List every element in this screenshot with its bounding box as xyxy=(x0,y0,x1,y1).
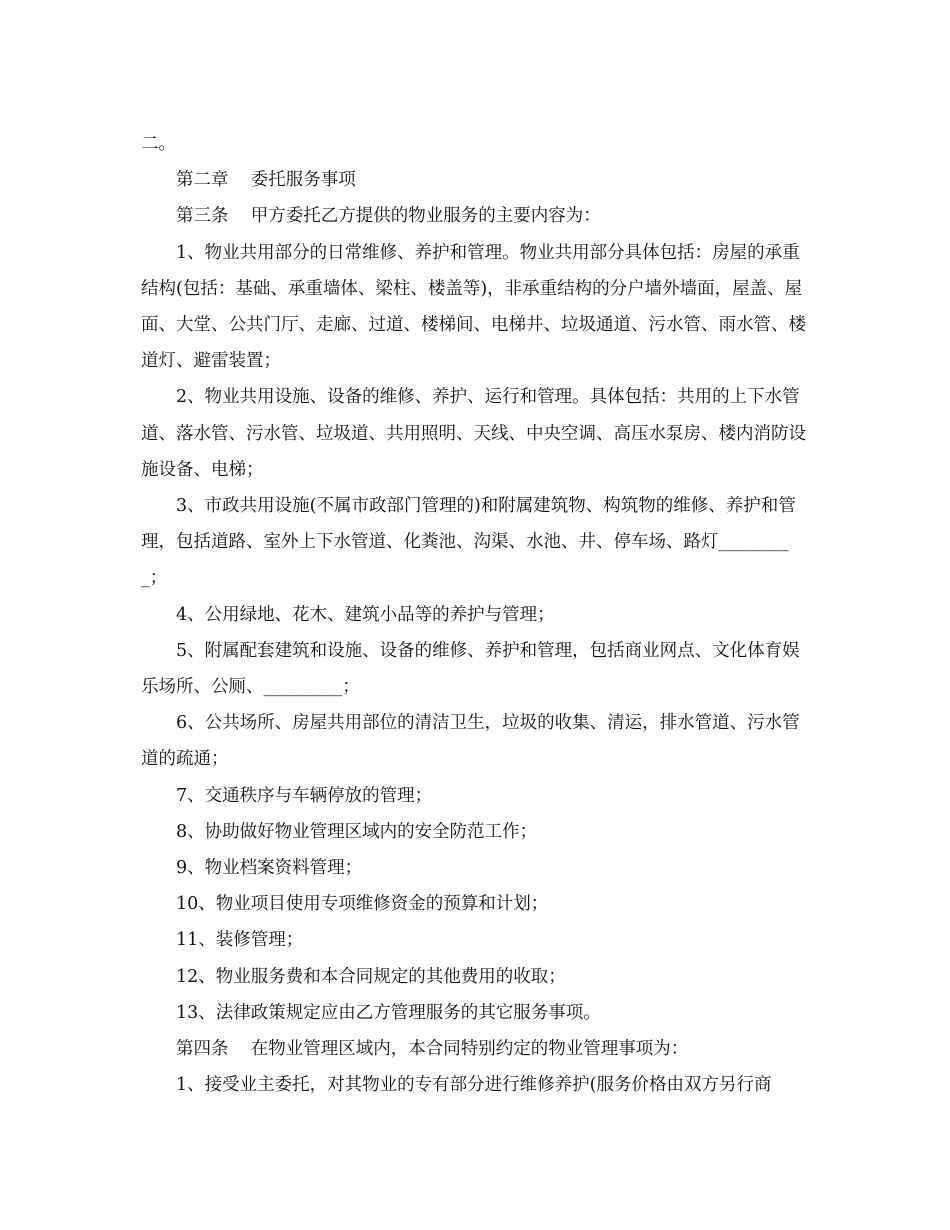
article-3-item-11: 11、装修管理； xyxy=(176,930,304,951)
article-3-item-7: 7、交通秩序与车辆停放的管理； xyxy=(176,785,433,806)
article-3-item-5: 5、附属配套建筑和设施、设备的维修、养护和管理，包括商业网点、文化体育娱乐场所、公厕、_________； xyxy=(141,640,800,698)
article-4-heading: 第四条 在物业管理区域内，本合同特别约定的物业管理事项为： xyxy=(176,1039,689,1060)
article-3-item-3: 3、市政共用设施(不属市政部门管理的)和附属建筑物、构筑物的维修、养护和管理，包括道路、室外上下水管道、化粪池、沟渠、水池、井、停车场、路灯_________； xyxy=(141,496,796,589)
article-3-item-6: 6、公共场所、房屋共用部位的清洁卫生，垃圾的收集、清运，排水管道、污水管道的疏通； xyxy=(141,713,800,770)
article-3-item-2: 2、物业共用设施、设备的维修、养护、运行和管理。具体包括：共用的上下水管道、落水管、污水管、垃圾道、共用照明、天线、中央空调、高压水泵房、楼内消防设施设备、电梯； xyxy=(141,387,806,480)
article-3-heading: 第三条 甲方委托乙方提供的物业服务的主要内容为： xyxy=(176,206,601,227)
document-body xyxy=(141,126,813,1103)
article-4-item-1: 1、接受业主委托，对其物业的专有部分进行维修养护(服务价格由双方另行商 xyxy=(176,1075,772,1096)
article-3-item-13: 13、法律政策规定应由乙方管理服务的其它服务事项。 xyxy=(176,1002,601,1023)
article-3-item-1: 1、物业共用部分的日常维修、养护和管理。物业共用部分具体包括：房屋的承重结构(包括：基础、承重墙体、梁柱、楼盖等)，非承重结构的分户墙外墙面，屋盖、屋面、大堂、公共门厅、走廊、过道、楼梯间、电梯井、垃圾通道、污水管、雨水管、楼道灯、避雷装置； xyxy=(141,242,806,372)
article-3-item-4: 4、公用绿地、花木、建筑小品等的养护与管理； xyxy=(176,604,555,625)
article-3-item-10: 10、物业项目使用专项维修资金的预算和计划； xyxy=(176,894,549,915)
article-3-item-9: 9、物业档案资料管理； xyxy=(176,858,363,879)
chapter-heading: 第二章 委托服务事项 xyxy=(176,170,356,191)
article-3-item-12: 12、物业服务费和本合同规定的其他费用的收取； xyxy=(176,966,566,987)
paragraph-continuation: 二。 xyxy=(141,134,176,154)
article-3-item-8: 8、协助做好物业管理区域内的安全防范工作； xyxy=(176,821,538,842)
